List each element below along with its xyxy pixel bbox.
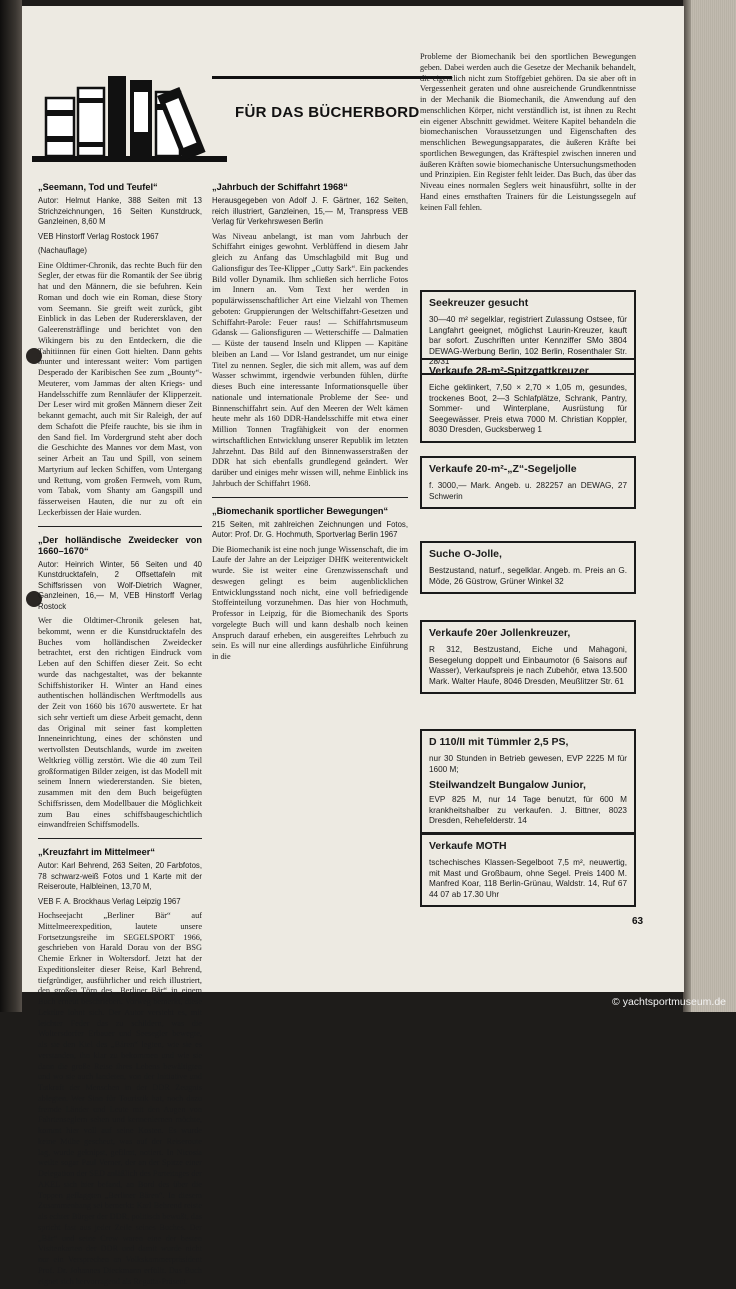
review-meta: Autor: Heinrich Winter, 56 Seiten und 40 Kunstdrucktafeln, 2 Offsettafeln mit Schiffsrissen von Wolf-Dietrich Wagner, Ganzleinen, 16,— M, VEB Hinstorff Verlag Rostock — [38, 559, 202, 611]
review-title: „Biomechanik sportlicher Bewegungen“ — [212, 505, 389, 516]
review-body-continued: Probleme der Biomechanik bei den sportlichen Bewegungen geben. Dabei werden auch die Gesetze der Mechanik behandelt, die eigentlich nicht zum Stoffgebiet gehören. Da sie aber oft in Vergessenheit geraten und ohne ausreichende Grundkenntnisse in der Mechanik die Biomechanik, die Anwendung auf den menschlichen Körper, nicht verständlich ist, ist ihnen zu Recht ein eigener Abschnitt gewidmet. Weitere Kapitel behandeln die biomechanischen Voraussetzungen und Eigenschaften des menschlichen Bewegungsapparates, die äußeren Kräfte bei sportlichen Bewegungen, das Kräftespiel zwischen inneren und äußeren Kräften sowie biomechanische Untersuchungsmethoden und Prinzipien. Ein Register fehlt leider. Das Buch, das über das Niveau eines normalen Seglers weit hinausführt, sollte in der Hand eines ernsthaften Trainers für die Leistungssegeln auf keinen Fall fehlen. — [420, 52, 636, 212]
review-meta: Herausgegeben von Adolf J. F. Gärtner, 162 Seiten, reich illustriert, Ganzleinen, 15,— M, Transpress VEB Verlag für Verkehrswesen Berlin — [212, 196, 408, 226]
section-title: FÜR DAS BÜCHERBORD — [235, 104, 420, 121]
review-body: Hochseejacht „Berliner Bär“ auf Mittelmeerexpedition, lautete unsere Fortsetzungsreihe im SEGELSPORT 1966, geschrieben von Harald Dorau von der BSG Chemie Erkner in Woltersdorf. Jetzt hat der Expeditionsleiter dieser Reise, Karl Behrend, tiefgründiger, ausführlicher und reich illustriert, den großen Törn des „Berliner Bär“ in einem Buch erneut beschrieben. Vorweg bemerkt, diese Lektüre lohnt sich. Der Autor versteht es, mit leichter Feder das zu schildern, was die Woltersdorfer Erbauer und Seesegler bewegte, als sie den Kiel des „Bären“ legten, wie sie es verstanden, ihn klar zu bekommen und wie sie dann die große Reise ihres Lebens bewältigten und wo sie auch landeten, von der Initiative und Tatkraft der Menschen in der DDR Zeugnis ablegten. Wer Sinn für Touristik hat, noch dazu fremde Länder und Leute mit den Augen von Fahrtenseglern sehen und kennenlernen möchte, kommt hier voll auf seine Kosten. Es wurde keine Mühe gescheut, was auf der Reiseroute lag, wurde geknipst, gefilmt, notiert. In Nicosia weilte sogar Paul Verner, der an der Spitze einer Delegation der SED anläßlich des Parteitages der AKEL sich hier befand, an Bord des über die Toppen geflaggten „Berliner Bären“. In diesem Zusammenhang sei bemerkt: Karl Behrend reiste als echter Bürger der DDR, politisch bewußt, das spricht fast aus jeder Zeile seines Buches. Der „Bär“ und seine Crew waren eine der besten Visitenkarten der DDR und damit wurde nicht nur ein Versprechen an Volkskammerpräsident Prof. Dr. Johannes Dieckmann erfüllt. Das Buch eignet sich hervorragend als Regatta-Präsent. — [38, 911, 202, 1286]
book-page-edges — [683, 0, 736, 1012]
review-title: „Der holländische Zweidecker von 1660–1670“ — [38, 534, 202, 556]
review-body: Wer die Oldtimer-Chronik gelesen hat, bekommt, wenn er die Kunstdrucktafeln des Buches vom holländischen Zweidecker betrachtet, erst den richtigen Eindruck vom Leben auf den Schiffen dieser Zeit. So echt wurde das nachgestaltet, was der bekannte Schiffshistoriker H. Winter an Hand eines authentischen holländischen Werftmodells aus der Zeit von 1660 bis 1670 auswertete. Er hat sich sehr vertieft um diese Arbeit gemacht, denn das Original mit seiner fast kompletten Inneneinrichtung, eines der schönsten und wertvollsten Deutschlands, wurde im zweiten Weltkrieg völlig zerstört. Wie die 40 zum Teil großformatigen Bilder zeigen, ist das Modell mit seinem Innern wiedererstanden. Sie bieten, zusammen mit den dem Buch beigefügten Schiffsrissen, dem Modellbauer die Möglichkeit zum Bau eines schiffsbaugeschichtlich einwandfreien Schiffsmodells. — [38, 616, 202, 830]
classified-ad — [420, 456, 636, 509]
column-1 — [38, 174, 202, 1289]
classified-ad — [420, 729, 636, 834]
classified-ad — [420, 833, 636, 907]
classified-ad — [420, 358, 636, 443]
title-rule — [212, 76, 452, 79]
ad-body: R 312, Bestzustand, Eiche und Mahagoni, Besegelung doppelt und Einbaumotor (6 Saisons auf Wasser), Verkaufspreis je nach Zubehör, etwa 13.500 Mark. Walter Haufe, 8046 Dresden, Meußlitzer Str. 61 — [429, 645, 627, 686]
review-body: Die Biomechanik ist eine noch junge Wissenschaft, die im Laufe der Jahre an der Leipziger DHfK weiterentwickelt wurde. Sie ist weiter eine Grenzwissenschaft und deswegen gelingt es beim augenblicklichen Entwicklungsstand noch nicht, eine voll befriedigende Stoffeinteilung vorzunehmen. Das hier von Hochmuth, Professor in Leipzig, für die Biomechanik des Sports vorgelegte Buch will und kann deshalb noch keinen Anspruch darauf erheben, ein ausgereiftes Lehrbuch zu sein. Es will nur eine allerdings ausführliche Einführung in die — [212, 544, 408, 661]
review-publisher: VEB F. A. Brockhaus Verlag Leipzig 1967 — [38, 896, 181, 906]
column-2 — [212, 174, 408, 665]
ad-body: tschechisches Klassen-Segelboot 7,5 m², neuwertig, mit Mast und Großbaum, ohne Segel. Preis 1400 M. Manfred Koar, 118 Berlin-Grünau, Waldstr. 14, Ruf 67 44 07 ab 17.30 Uhr — [429, 858, 627, 899]
review-title: „Kreuzfahrt im Mittelmeer“ — [38, 847, 155, 857]
review-meta: 215 Seiten, mit zahlreichen Zeichnungen und Fotos, Autor: Prof. Dr. G. Hochmuth, Sportverlag Berlin 1967 — [212, 519, 408, 539]
ad-body: EVP 825 M, nur 14 Tage benutzt, für 600 M krankheitshalber zu verkaufen. J. Bittner, 8023 Dresden, Rehefelderstr. 14 — [429, 795, 627, 826]
ad-body: 30—40 m² segelklar, registriert Zulassung Ostsee, für Langfahrt geeignet, möglichst Laurin-Kreuzer, kauft bar sofort. Zuschriften unter Kennziffer SMo 3804 DEWAG-Werbung Berlin, 102 Berlin, Rosenthaler Str. 28/31 — [429, 315, 627, 367]
column-3-text — [420, 52, 636, 215]
watermark: © yachtsportmuseum.de — [612, 996, 726, 1008]
review-title: „Jahrbuch der Schiffahrt 1968“ — [212, 182, 348, 192]
ad-title: Seekreuzer gesucht — [429, 297, 529, 309]
review-body: Was Niveau anbelangt, ist man vom Jahrbuch der Schiffahrt einiges gewohnt. Verblüffend in diesem Jahr gleich zu Anfang das Umschlagbild mit Bug und Galionsfigur des Tee-Klipper „Cutty Sark“. Ein packendes Bild voller Dynamik. Ihm schließen sich herrliche Fotos im Innern an. Vom Text her werden in populärwissenschaftlicher Art eine Vielzahl von Themen geboten: Gruppierungen der Weltschiffahrt-Gesetzen und Schiffahrt-Parole: Feuer raus! — Schiffahrtsmuseum Gdansk — Galionsfiguren — Wetterschiffe — Dalmatien — Küste der tausend Inseln und Klippen — Kapitäne bleiben an Land — Vor Island gestrandet, um nur einige Titel zu nennen. Segler, die sich mit allem, was auf dem Wasser schwimmt, irgendwie verbunden fühlen, dürfte dieses Buch eine interessante Informationsquelle über nationale und internationale Probleme der See- und Binnenschiffahrt sein. Auf den Meeren der Welt kämen heute mehr als 160 DDR-Handelsschiffe mit etwa einer Million Tonnen Tragfähigkeit von der enormen wirtschaftlichen Entwicklung unserer Republik im letzten Jahrzehnt. Das Bild auf den Binnenwasserstraßen der DDR hat sich ebenfalls grundlegend geändert. Wer darüber und einiges mehr wissen will, nehme Einblick ins Jahrbuch der Schiffahrt 1968. — [212, 231, 408, 488]
review-title: „Seemann, Tod und Teufel“ — [38, 182, 158, 192]
ad-title: Suche O-Jolle, — [429, 548, 502, 560]
review-publisher: VEB Hinstorff Verlag Rostock 1967 — [38, 231, 159, 241]
book-spine-left — [0, 0, 22, 1012]
ad-title: D 110/II mit Tümmler 2,5 PS, — [429, 736, 569, 748]
review-meta: Autor: Helmut Hanke, 388 Seiten mit 13 Strichzeichnungen, 16 Seiten Kunstdruck, Ganzleinen, 8,60 M — [38, 196, 202, 226]
ad-body: nur 30 Stunden in Betrieb gewesen, EVP 2225 M für 1600 M; — [429, 754, 627, 774]
bookshelf-icon — [32, 36, 232, 164]
ad-title: Verkaufe MOTH — [429, 840, 507, 852]
review-body: Eine Oldtimer-Chronik, das rechte Buch für den Segler, der etwas für die Romantik der See übrig hat und den Männern, die sie befuhren. Kein Roman und doch wie ein Roman, diese Story vom Seemann. Sie greift weit zurück, gibt Einblick in das Leben der Ruderersklaven, der Galeerensträflinge und berichtet von den Wikingern bis zu den Entdeckern, die die Tahitiinnen für einen Gott hielten. Dann gehts munter und interessant weiter: Vom partigen Desperado der Karibischen See zum „Bounty“-Meuterer, vom Jammas der alten Kriegs- und Handelsschiffe zum Rennläufer der Klipperzeit. Der Leser wird mit großen Männern dieser Zeit bekannt gemacht, auch mit Sir Raleigh, der auf dem Schafott die Pfeife rauchte, bis sie ihm in den Sand fiel. Im Vordergrund steht aber doch die Geschichte des Mannes vor dem Mast, von seiner Arbeit an Tau und Spill, von seinem Martyrium auf lecken Schiffen, vom Untergang und Rettung, vom großen Fernweh, vom Rum, vom Tabak, vom Shanty am Gangspill und fässerweisen Hauten, die nur zu oft ein Leckerbissen der Haie wurden. — [38, 260, 202, 517]
ad-subtitle: Steilwandzelt Bungalow Junior, — [429, 779, 586, 792]
classified-ad — [420, 620, 636, 694]
page-number: 63 — [632, 916, 644, 927]
classified-ad — [420, 541, 636, 594]
ad-title: Verkaufe 20-m²-„Z“-Segeljolle — [429, 463, 577, 475]
ad-title: Verkaufe 20er Jollenkreuzer, — [429, 627, 571, 639]
review-note: (Nachauflage) — [38, 246, 87, 255]
ad-body: Eiche geklinkert, 7,50 × 2,70 × 1,05 m, gesundes, trockenes Boot, 2—3 Schlafplätze, Schrank, Pantry, Sommer- und Winterplane, Ausrüstung für Seegewässer. Preis etwa 7000 M. Christian Koppler, 8030 Dresden, Gucksberweg 1 — [429, 383, 627, 435]
ad-body: Bestzustand, naturf., segelklar. Angeb. m. Preis an G. Möde, 26 Güstrow, Grüner Winkel 32 — [429, 566, 627, 586]
ad-title: Verkaufe 28-m²-Spitzgattkreuzer — [429, 365, 589, 377]
ad-body: f. 3000,— Mark. Angeb. u. 282257 an DEWAG, 27 Schwerin — [429, 481, 627, 501]
review-meta: Autor: Karl Behrend, 263 Seiten, 20 Farbfotos, 78 schwarz-weiß Fotos und 1 Karte mit der Reiseroute, Halbleinen, 13,70 M, — [38, 861, 202, 891]
